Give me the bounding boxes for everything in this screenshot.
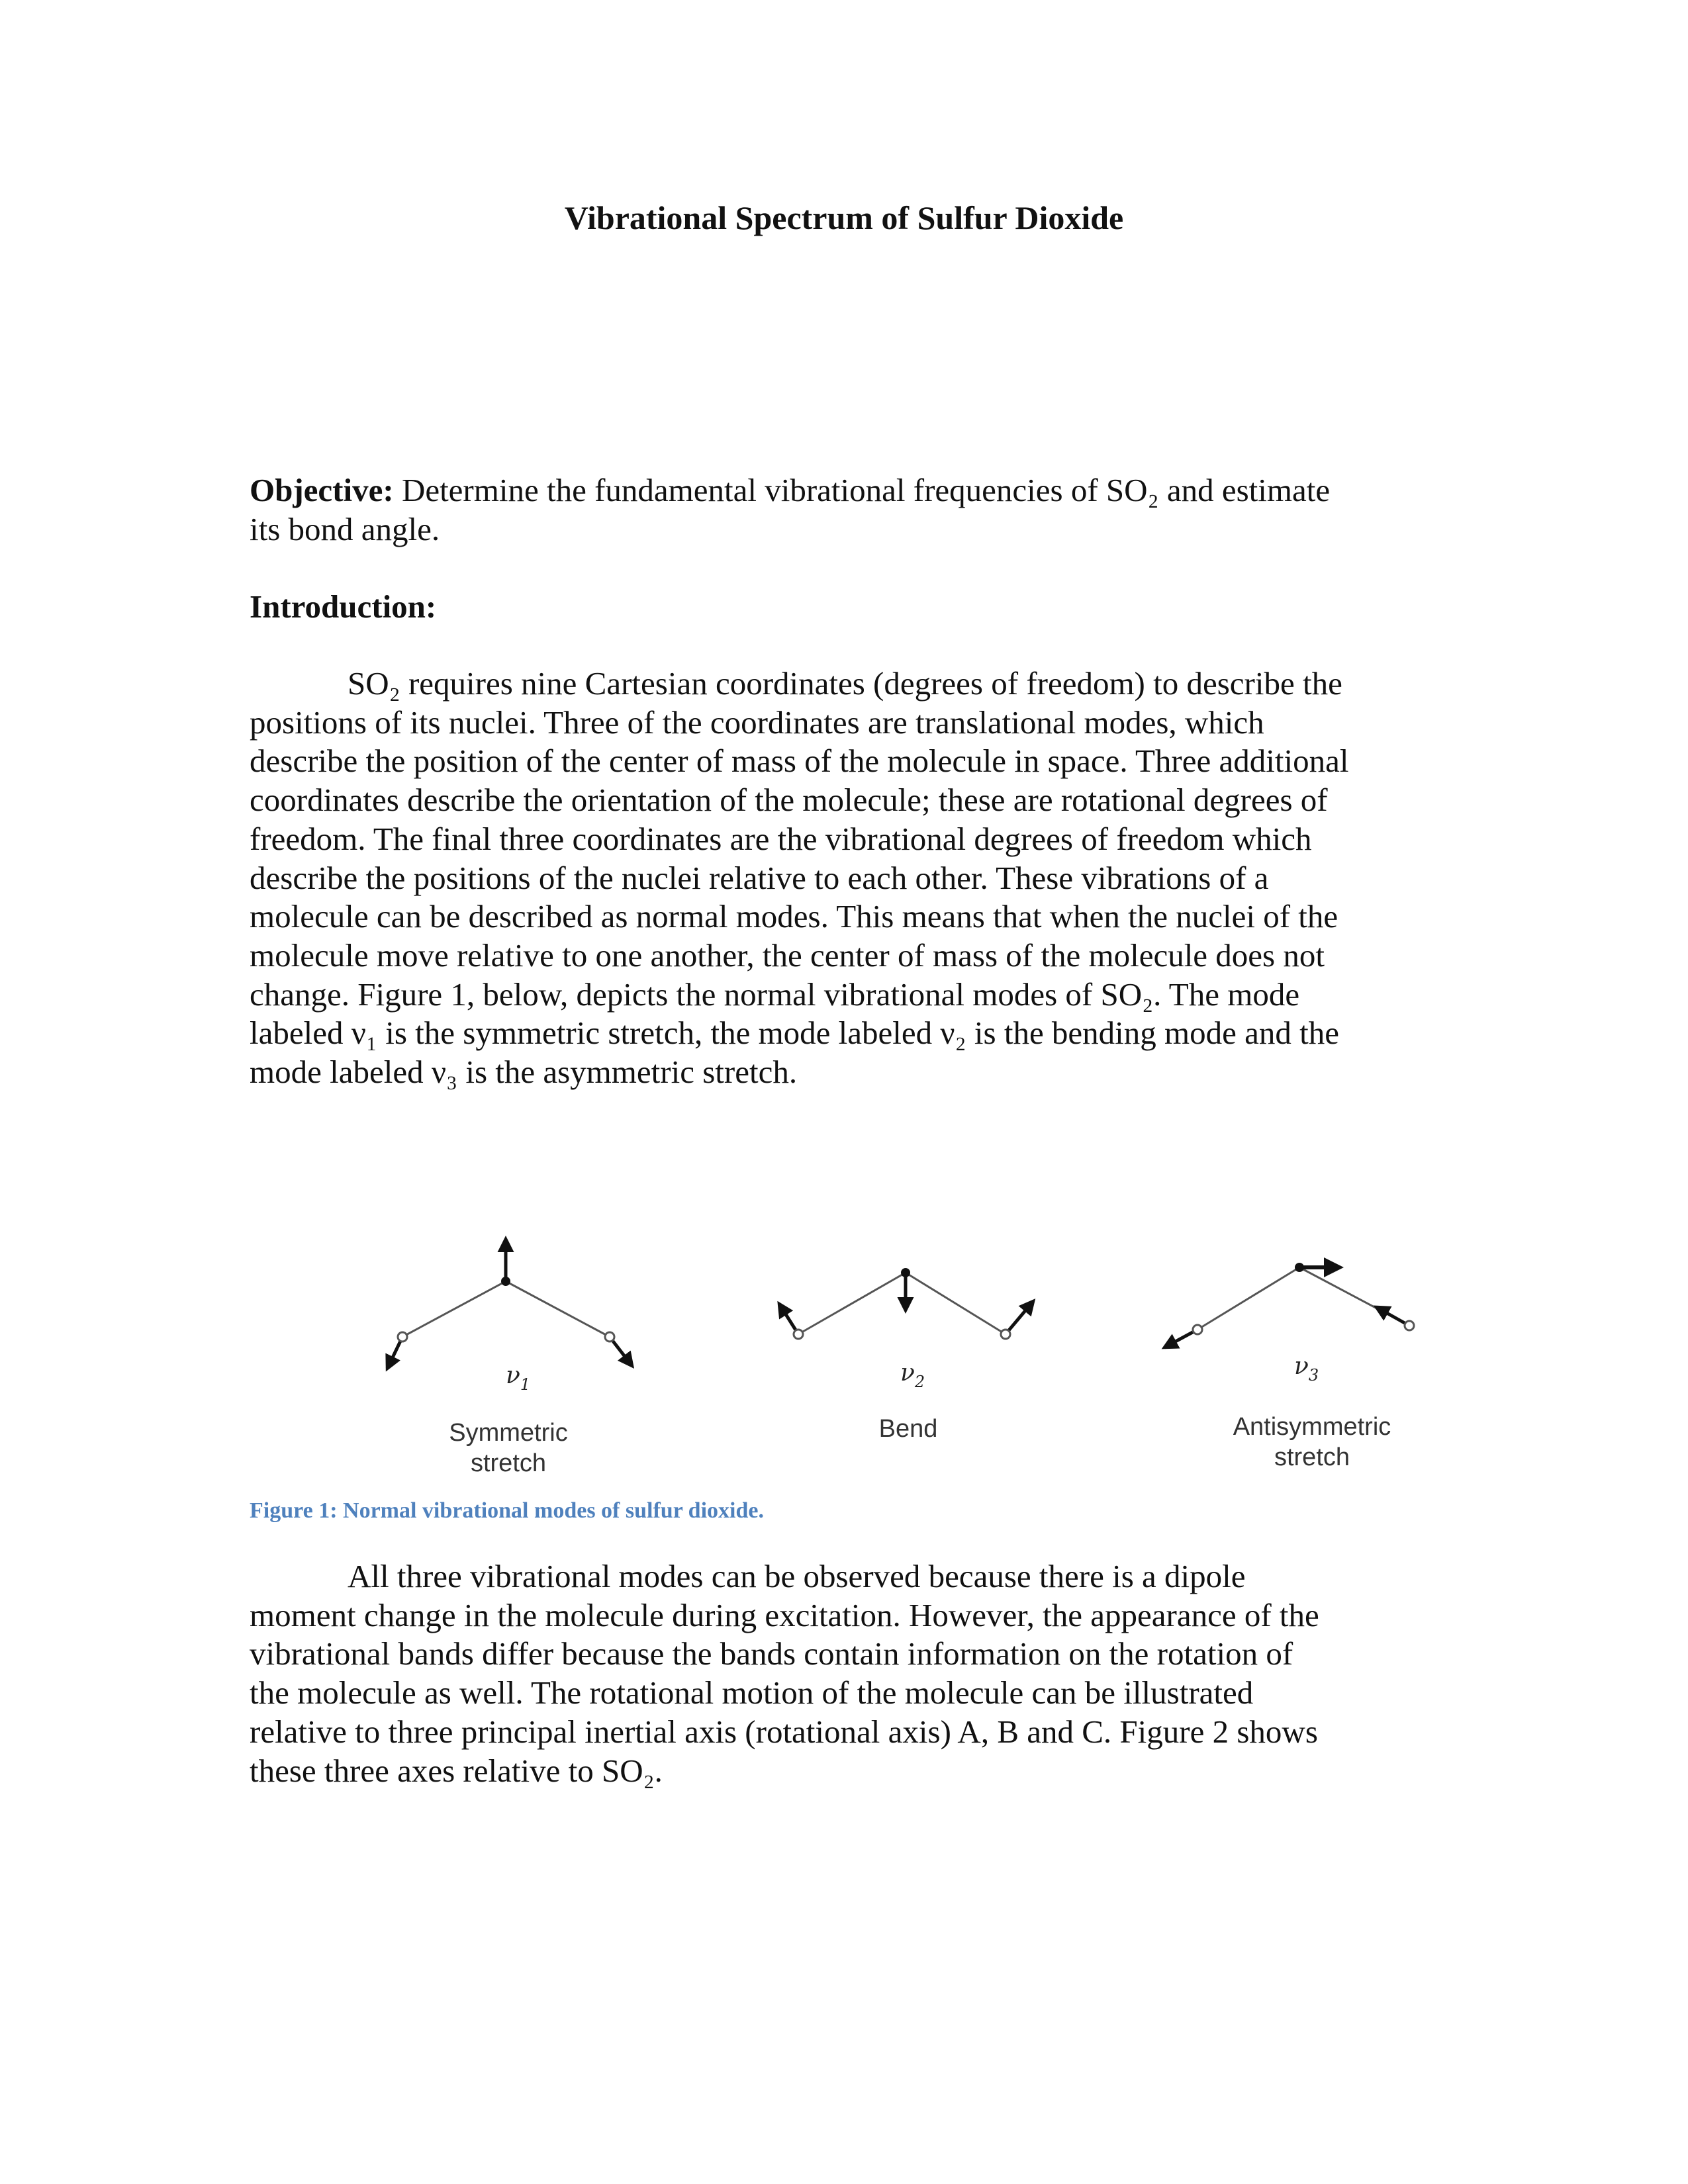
- objective-label: Objective:: [250, 472, 394, 508]
- mode-1-name-line-1: Symmetric: [449, 1419, 568, 1447]
- paragraph2-line: the molecule as well. The rotational motion of the molecule can be illustrated: [250, 1674, 1254, 1711]
- paragraph1-line: labeled ν₁ is the symmetric stretch, the mode labeled ν₂ is the bending mode and the: [250, 1015, 1340, 1052]
- nu1-label: $\nu_1$: [506, 1362, 531, 1394]
- mode-2-name: Bend: [878, 1415, 938, 1443]
- paragraph1-line: SO₂ requires nine Cartesian coordinates (degrees of freedom) to describe the: [348, 665, 1342, 702]
- introduction-heading: Introduction:: [250, 588, 437, 625]
- paragraph2-line: moment change in the molecule during excitation. However, the appearance of the: [250, 1596, 1319, 1633]
- paragraph1-line: molecule move relative to one another, the center of mass of the molecule does not: [250, 936, 1325, 974]
- paragraph1-line: change. Figure 1, below, depicts the normal vibrational modes of SO₂. The mode: [250, 976, 1300, 1013]
- paragraph1-line: freedom. The final three coordinates are the vibrational degrees of freedom which: [250, 820, 1312, 857]
- mode-symmetric-stretch-diagram: [387, 1239, 632, 1369]
- paragraph2-line: vibrational bands differ because the bands contain information on the rotation of: [250, 1635, 1293, 1672]
- mode-bend-diagram: [779, 1268, 1033, 1339]
- paragraph1-line: describe the positions of the nuclei relative to each other. These vibrations of a: [250, 859, 1269, 896]
- page-title: Vibrational Spectrum of Sulfur Dioxide: [564, 199, 1124, 236]
- paragraph2-line: relative to three principal inertial axis (rotational axis) A, B and C. Figure 2 shows: [250, 1713, 1318, 1750]
- paragraph2-line: All three vibrational modes can be observed because there is a dipole: [348, 1558, 1246, 1594]
- objective-text: Determine the fundamental vibrational frequencies of SO₂ and estimate: [393, 472, 1331, 508]
- paragraph1-line: positions of its nuclei. Three of the coordinates are translational modes, which: [250, 704, 1264, 741]
- paragraph1-line: molecule can be described as normal modes. This means that when the nuclei of the: [250, 898, 1338, 935]
- mode-antisymmetric-stretch-diagram: [1164, 1263, 1414, 1347]
- nu3-label: $\nu_3$: [1294, 1353, 1319, 1385]
- paragraph1-line: describe the position of the center of mass of the molecule in space. Three additional: [250, 743, 1349, 780]
- paragraph1-line: coordinates describe the orientation of the molecule; these are rotational degrees of: [250, 782, 1328, 819]
- paragraph2-line: these three axes relative to SO₂.: [250, 1752, 663, 1789]
- figure-1-caption: Figure 1: Normal vibrational modes of sulfur dioxide.: [250, 1498, 764, 1523]
- mode-3-name-line-2: stretch: [1274, 1443, 1350, 1471]
- nu2-label: $\nu_2$: [900, 1359, 925, 1391]
- mode-1-name-line-2: stretch: [470, 1449, 547, 1477]
- mode-3-name-line-1: Antisymmetric: [1233, 1413, 1391, 1441]
- objective-line-2: its bond angle.: [250, 511, 440, 547]
- paragraph1-line: mode labeled ν₃ is the asymmetric stretch.: [250, 1054, 798, 1090]
